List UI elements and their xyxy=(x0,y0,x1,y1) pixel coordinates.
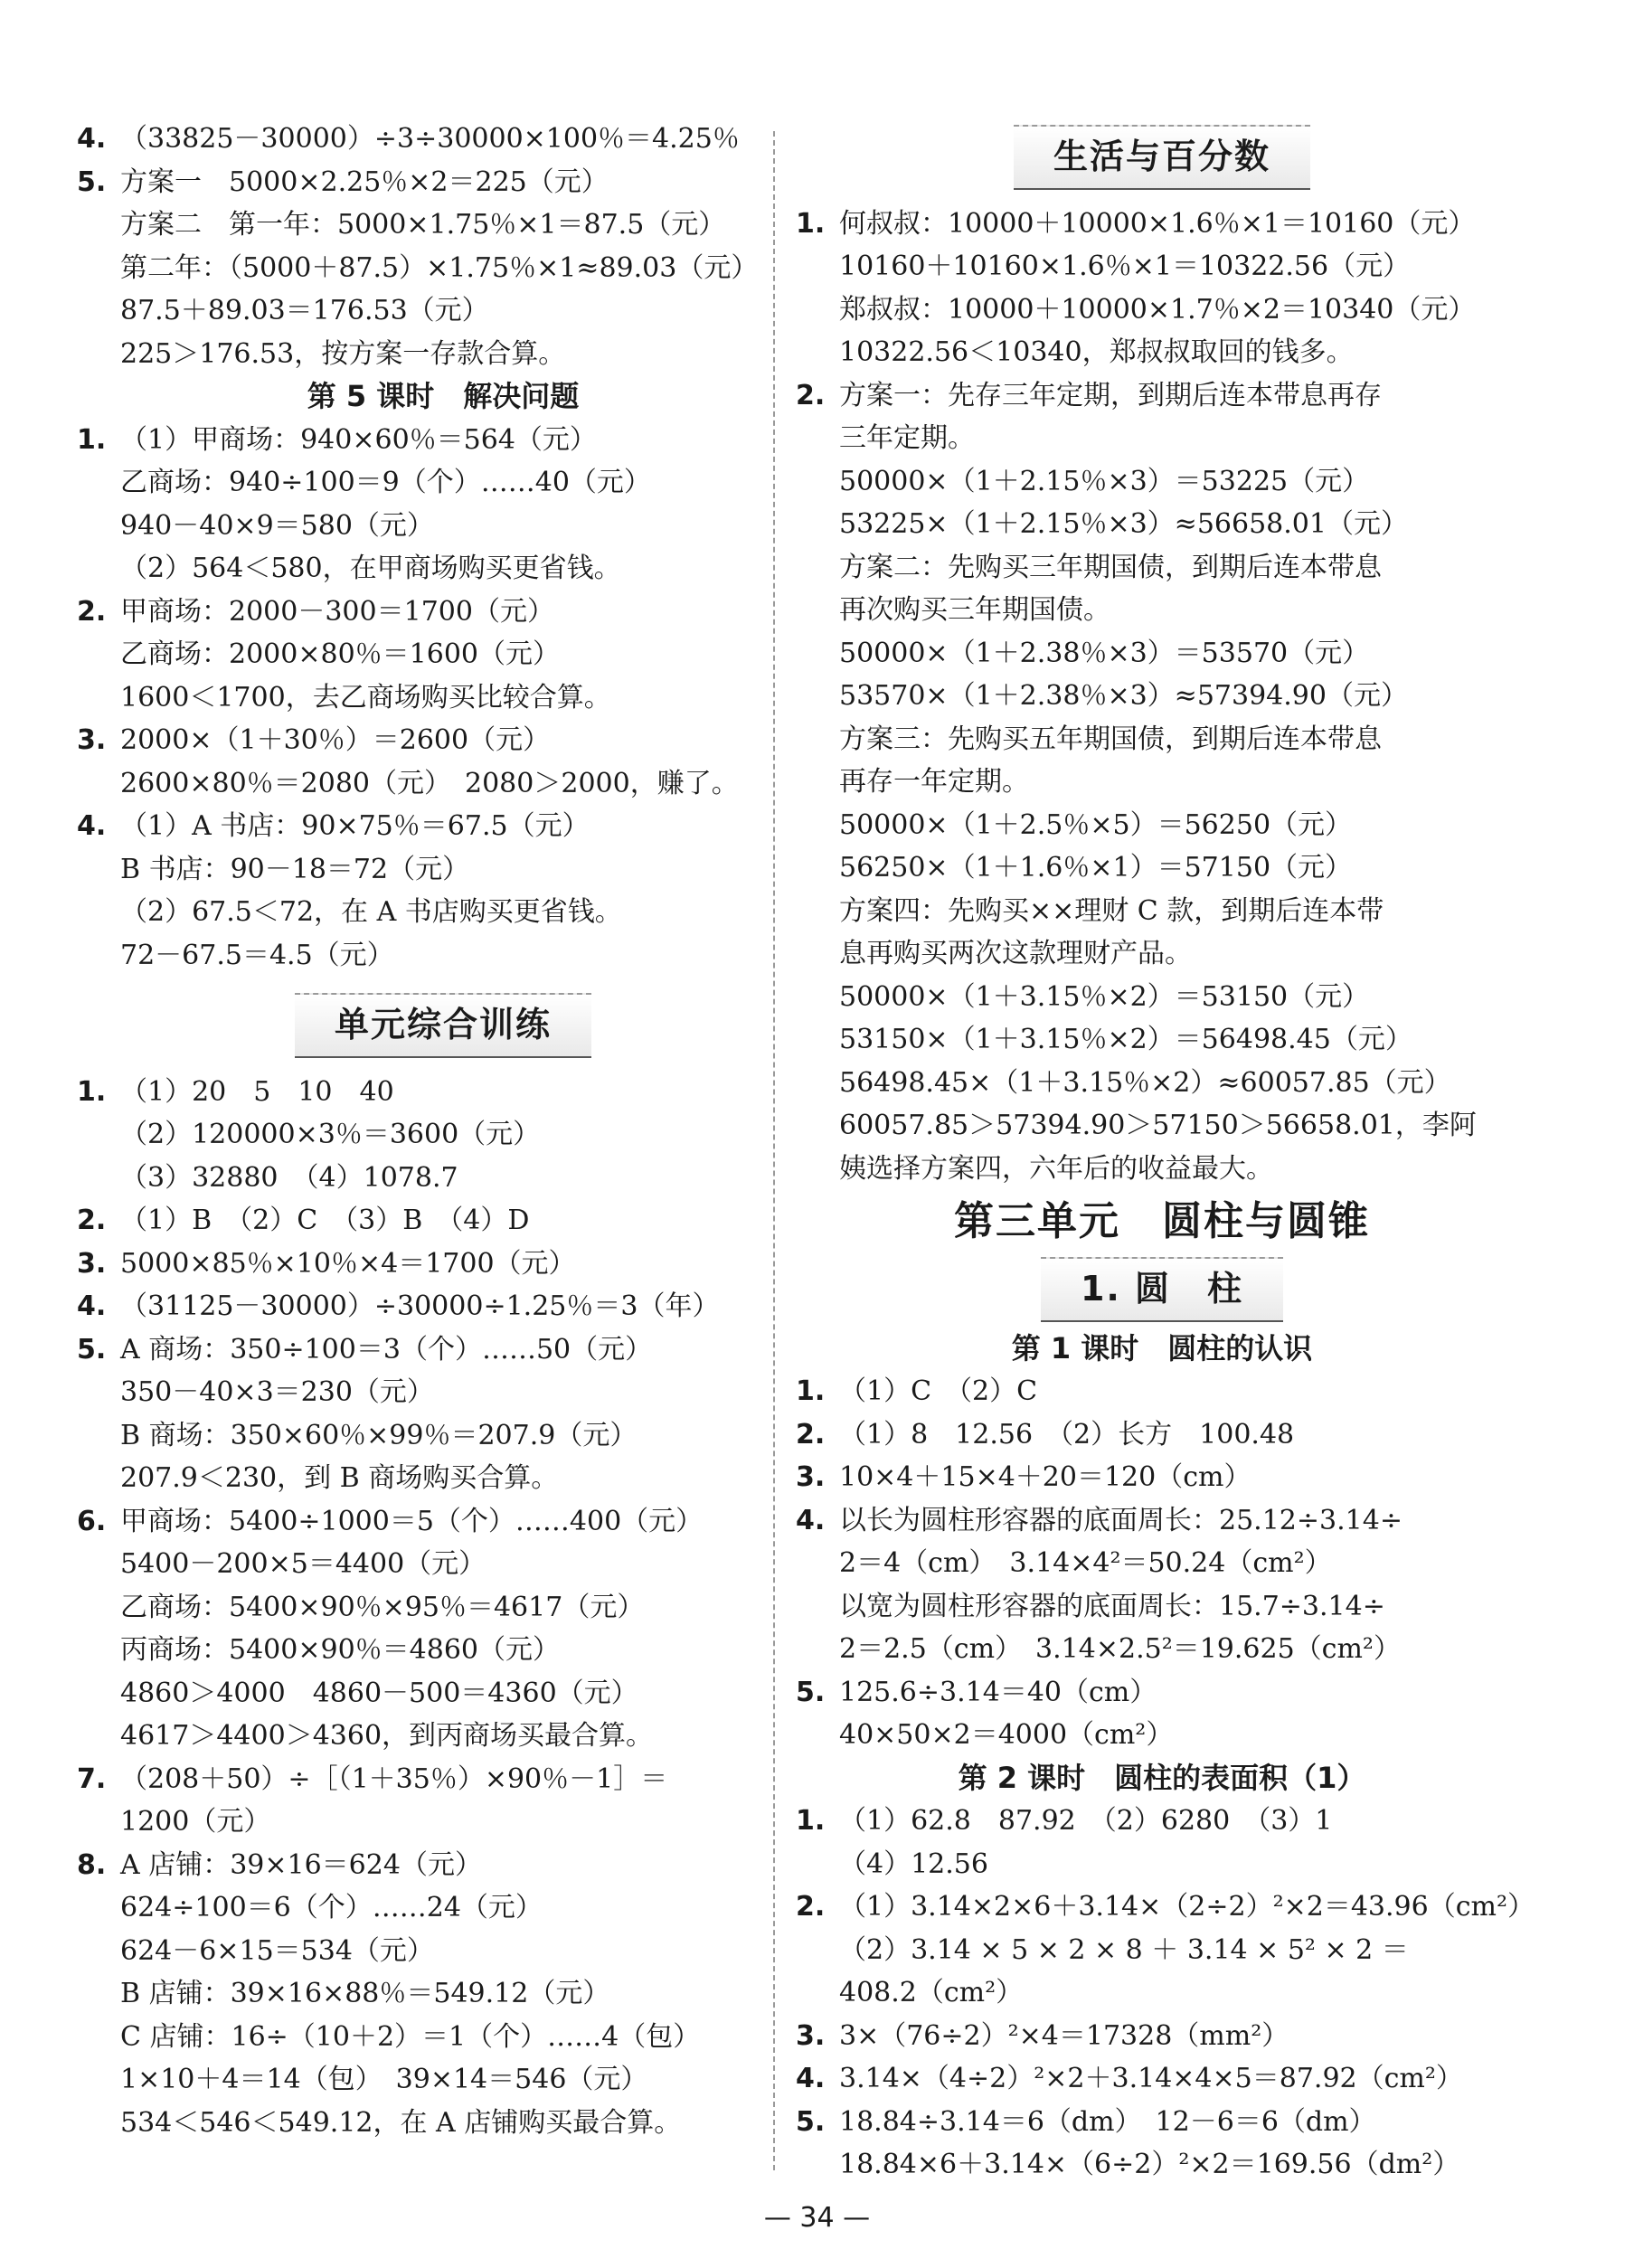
answer-line xyxy=(77,461,809,505)
answer-text: （4）12.56 xyxy=(839,1847,988,1880)
answer-text: 1600＜1700，去乙商场购买比较合算。 xyxy=(120,681,611,713)
answer-text: （1）62.8 87.92 （2）6280 （3）1 xyxy=(839,1805,1333,1837)
answer-text: 4860＞4000 4860－500＝4360（元） xyxy=(120,1677,638,1709)
answer-text: 以长为圆柱形容器的底面周长：25.12÷3.14÷ xyxy=(839,1504,1403,1536)
answer-line xyxy=(796,1714,1528,1757)
answer-line xyxy=(796,718,1528,761)
answer-text: 350－40×3＝230（元） xyxy=(120,1376,434,1408)
answer-line xyxy=(77,289,809,333)
answer-line-numbered xyxy=(77,161,809,204)
answer-line xyxy=(796,632,1528,676)
answer-line-numbered xyxy=(796,1800,1528,1843)
answer-text: 3.14×（4÷2）²×2＋3.14×4×5＝87.92（cm²） xyxy=(839,2063,1463,2094)
answer-line xyxy=(796,331,1528,374)
answer-line xyxy=(796,2143,1528,2187)
answer-text: （1）8 12.56 （2）长方 100.48 xyxy=(839,1418,1295,1451)
answer-line xyxy=(77,1371,809,1414)
answer-text: （31125－30000）÷30000÷1.25％＝3（年） xyxy=(120,1290,720,1322)
question-number: 1. xyxy=(77,423,107,456)
answer-line xyxy=(77,934,809,978)
review-heading: 单元综合训练 xyxy=(295,993,591,1058)
question-number: 2. xyxy=(77,595,107,628)
answer-text: （1）20 5 10 40 xyxy=(120,1075,394,1108)
answer-line xyxy=(796,1585,1528,1629)
question-number: 4. xyxy=(77,123,107,155)
answer-text: 方案三：先购买五年期国债，到期后连本带息 xyxy=(839,723,1382,755)
answer-line-numbered xyxy=(796,2015,1528,2058)
answer-text: 姨选择方案四，六年后的收益最大。 xyxy=(839,1152,1273,1185)
answer-text: 方案一 5000×2.25％×2＝225（元） xyxy=(120,165,609,198)
question-number: 4. xyxy=(796,2063,826,2094)
answer-line-numbered xyxy=(77,591,809,634)
answer-line xyxy=(796,288,1528,332)
answer-line xyxy=(77,247,809,290)
life-heading-wrap xyxy=(796,125,1528,190)
answer-line-numbered xyxy=(796,374,1528,418)
answer-text: （1）3.14×2×6＋3.14×（2÷2）²×2＝43.96（cm²） xyxy=(839,1891,1535,1923)
answer-line xyxy=(77,1672,809,1715)
answer-line xyxy=(77,891,809,934)
page-number: — 34 — xyxy=(763,2202,871,2234)
answer-line xyxy=(77,1715,809,1758)
answer-line xyxy=(77,547,809,591)
answer-line xyxy=(796,417,1528,460)
answer-line xyxy=(796,460,1528,504)
answer-line-numbered xyxy=(77,118,809,161)
question-number: 7. xyxy=(77,1762,107,1795)
answer-text: 624÷100＝6（个）……24（元） xyxy=(120,1892,543,1923)
answer-text: B 书店：90－18＝72（元） xyxy=(120,853,470,885)
answer-text: 940－40×9＝580（元） xyxy=(120,509,434,542)
right-column xyxy=(796,125,1535,2187)
answer-line xyxy=(796,1628,1528,1671)
answer-line xyxy=(77,1930,809,1973)
lesson-2-answers xyxy=(796,1800,1535,2187)
answer-line xyxy=(796,546,1528,590)
answer-text: 50000×（1＋2.38％×3）＝53570（元） xyxy=(839,637,1370,669)
answer-line xyxy=(77,333,809,376)
answer-line-numbered xyxy=(796,1671,1528,1715)
answer-text: 125.6÷3.14＝40（cm） xyxy=(839,1676,1157,1708)
answer-text: 方案四：先购买××理财 C 款，到期后连本带 xyxy=(839,894,1384,927)
answer-text: 郑叔叔：10000＋10000×1.7％×2＝10340（元） xyxy=(839,293,1476,326)
answer-line xyxy=(796,675,1528,718)
answer-line xyxy=(796,761,1528,804)
question-number: 4. xyxy=(796,1504,826,1536)
answer-text: 87.5＋89.03＝176.53（元） xyxy=(120,295,489,326)
answer-line xyxy=(796,1542,1528,1585)
question-number: 1. xyxy=(77,1075,107,1108)
life-answers xyxy=(796,203,1528,1191)
answer-line xyxy=(796,1971,1528,2015)
answer-text: 2＝4（cm） 3.14×4²＝50.24（cm²） xyxy=(839,1547,1332,1579)
answer-line-numbered xyxy=(796,1456,1528,1499)
answer-text: C 店铺：16÷（10＋2）＝1（个）……4（包） xyxy=(120,2020,701,2053)
answer-line xyxy=(77,203,809,247)
answer-line-numbered xyxy=(77,1844,809,1887)
section-heading-wrap xyxy=(796,1257,1528,1322)
answer-line xyxy=(77,2058,809,2102)
question-number: 5. xyxy=(796,2105,826,2138)
answer-text: 5000×85％×10％×4＝1700（元） xyxy=(120,1247,576,1280)
answer-text: 50000×（1＋2.5％×5）＝56250（元） xyxy=(839,808,1353,841)
answer-line xyxy=(77,762,809,806)
answer-text: （2）564＜580，在甲商场购买更省钱。 xyxy=(120,553,621,584)
answer-text: A 店铺：39×16＝624（元） xyxy=(120,1848,482,1881)
answer-text: 2600×80％＝2080（元） 2080＞2000，赚了。 xyxy=(120,767,739,799)
answer-line xyxy=(796,1148,1528,1191)
answer-line xyxy=(77,1414,809,1458)
answer-text: 再次购买三年期国债。 xyxy=(839,594,1110,626)
question-number: 6. xyxy=(77,1505,107,1537)
answer-text: B 商场：350×60％×99％＝207.9（元） xyxy=(120,1419,638,1451)
lesson-2-title: 第 2 课时 圆柱的表面积（1） xyxy=(958,1760,1366,1795)
left-column xyxy=(77,118,809,2144)
lesson-1-answers xyxy=(796,1370,1528,1757)
answer-line-numbered xyxy=(796,1413,1528,1457)
answer-text: 624－6×15＝534（元） xyxy=(120,1934,434,1967)
unit-title: 第三单元 圆柱与圆锥 xyxy=(954,1198,1370,1244)
answer-line-numbered xyxy=(77,805,809,848)
answer-text: 乙商场：2000×80％＝1600（元） xyxy=(120,638,561,670)
answer-text: 2＝2.5（cm） 3.14×2.5²＝19.625（cm²） xyxy=(839,1633,1401,1665)
answer-text: 225＞176.53，按方案一存款合算。 xyxy=(120,337,566,370)
answer-text: 10160＋10160×1.6％×1＝10322.56（元） xyxy=(839,250,1411,282)
answer-line xyxy=(77,1113,809,1157)
answer-line-numbered xyxy=(796,1885,1535,1929)
answer-line xyxy=(796,503,1528,546)
answer-line xyxy=(77,676,809,720)
answer-text: （1）A 书店：90×75％＝67.5（元） xyxy=(120,810,590,842)
answer-text: 56250×（1＋1.6％×1）＝57150（元） xyxy=(839,852,1353,884)
answer-text: 53150×（1＋3.15％×2）＝56498.45（元） xyxy=(839,1024,1412,1055)
answer-line xyxy=(796,976,1528,1019)
answer-line xyxy=(796,804,1528,847)
question-number: 1. xyxy=(796,1805,826,1837)
answer-line-numbered xyxy=(77,1500,809,1544)
answer-text: 5400－200×5＝4400（元） xyxy=(120,1548,486,1580)
answer-text: （2）120000×3％＝3600（元） xyxy=(120,1119,541,1150)
answer-line xyxy=(796,245,1528,288)
answers-previous-lesson xyxy=(77,118,809,375)
answer-line xyxy=(77,2016,809,2059)
answer-line-numbered xyxy=(796,2057,1528,2101)
answer-line xyxy=(77,1586,809,1630)
answer-line-numbered xyxy=(77,1199,809,1243)
answer-line xyxy=(77,505,809,548)
question-number: 8. xyxy=(77,1848,107,1881)
answer-line xyxy=(77,1543,809,1586)
review-heading-wrap xyxy=(77,993,809,1058)
question-number: 3. xyxy=(77,724,107,756)
answer-text: 40×50×2＝4000（cm²） xyxy=(839,1719,1174,1751)
answer-line-numbered xyxy=(77,719,809,762)
question-number: 2. xyxy=(796,1891,826,1923)
question-number: 5. xyxy=(77,1333,107,1366)
answer-text: B 店铺：39×16×88％＝549.12（元） xyxy=(120,1978,610,2009)
answer-text: 3×（76÷2）²×4＝17328（mm²） xyxy=(839,2019,1289,2052)
question-number: 4. xyxy=(77,1290,107,1322)
answer-text: 方案二 第一年：5000×1.75％×1＝87.5（元） xyxy=(120,209,726,241)
answer-text: 三年定期。 xyxy=(839,422,975,454)
question-number: 1. xyxy=(796,1375,826,1407)
answer-text: （208＋50）÷［（1＋35％）×90％－1］＝ xyxy=(120,1762,668,1795)
answer-text: 18.84÷3.14＝6（dm） 12－6＝6（dm） xyxy=(839,2105,1376,2138)
answer-text: 方案二：先购买三年期国债，到期后连本带息 xyxy=(839,551,1382,583)
answer-line-numbered xyxy=(796,203,1528,246)
answer-line-numbered xyxy=(77,1243,809,1286)
question-number: 5. xyxy=(77,165,107,198)
answer-text: 丙商场：5400×90％＝4860（元） xyxy=(120,1634,561,1666)
lesson-5-title: 第 5 课时 解决问题 xyxy=(307,379,580,413)
answer-line xyxy=(796,1062,1528,1105)
answer-line xyxy=(796,890,1528,933)
answer-text: 60057.85＞57394.90＞57150＞56658.01，李阿 xyxy=(839,1110,1477,1141)
answer-text: 以宽为圆柱形容器的底面周长：15.7÷3.14÷ xyxy=(839,1590,1385,1622)
answer-text: 72－67.5＝4.5（元） xyxy=(120,939,394,971)
question-number: 4. xyxy=(77,810,107,842)
answer-text: 息再购买两次这款理财产品。 xyxy=(839,938,1192,969)
answer-line-numbered xyxy=(77,1285,809,1328)
life-heading: 生活与百分数 xyxy=(1014,125,1310,190)
answer-line-numbered xyxy=(77,1758,809,1801)
answer-text: 53225×（1＋2.15％×3）≈56658.01（元） xyxy=(839,508,1408,540)
answer-text: 207.9＜230，到 B 商场购买合算。 xyxy=(120,1462,559,1494)
answer-text: （33825－30000）÷3÷30000×100％＝4.25％ xyxy=(120,123,740,155)
answer-text: 53570×（1＋2.38％×3）≈57394.90（元） xyxy=(839,680,1408,712)
answer-text: （1）B （2）C （3）B （4）D xyxy=(120,1205,530,1236)
answer-line xyxy=(77,1629,809,1672)
answer-line xyxy=(77,633,809,676)
answer-text: 1200（元） xyxy=(120,1806,271,1838)
answer-line xyxy=(77,2102,809,2145)
lesson-1-title: 第 1 课时 圆柱的认识 xyxy=(1011,1330,1313,1366)
answer-text: 50000×（1＋2.15％×3）＝53225（元） xyxy=(839,465,1370,497)
answer-text: A 商场：350÷100＝3（个）……50（元） xyxy=(120,1333,653,1366)
column-divider xyxy=(773,131,775,2170)
answer-text: 乙商场：5400×90％×95％＝4617（元） xyxy=(120,1591,645,1623)
answer-line xyxy=(796,1843,1528,1886)
answer-line xyxy=(77,848,809,892)
answer-line xyxy=(796,1104,1528,1148)
question-number: 3. xyxy=(77,1247,107,1280)
answer-line-numbered xyxy=(77,419,809,462)
answer-text: （1）甲商场：940×60％＝564（元） xyxy=(120,423,597,456)
answer-line-numbered xyxy=(796,2101,1528,2144)
answer-text: 534＜546＜549.12，在 A 店铺购买最合算。 xyxy=(120,2106,682,2139)
answer-text: （1）C （2）C xyxy=(839,1375,1038,1407)
answer-text: 方案一：先存三年定期，到期后连本带息再存 xyxy=(839,379,1382,411)
answer-text: （2）67.5＜72，在 A 书店购买更省钱。 xyxy=(120,896,622,928)
answer-line xyxy=(77,1157,809,1200)
answer-text: 10322.56＜10340，郑叔叔取回的钱多。 xyxy=(839,336,1354,368)
question-number: 1. xyxy=(796,207,826,240)
answer-text: 甲商场：2000－300＝1700（元） xyxy=(120,595,554,628)
answer-text: 408.2（cm²） xyxy=(839,1977,1024,2008)
answer-text: 56498.45×（1＋3.15％×2）≈60057.85（元） xyxy=(839,1066,1451,1099)
question-number: 3. xyxy=(796,2019,826,2052)
answer-text: 10×4＋15×4＋20＝120（cm） xyxy=(839,1461,1251,1493)
answer-text: （2）3.14 × 5 × 2 × 8 ＋ 3.14 × 5² × 2 ＝ xyxy=(839,1933,1409,1966)
answer-line xyxy=(77,1457,809,1500)
answer-text: （3）32880 （4）1078.7 xyxy=(120,1161,458,1194)
answer-line-numbered xyxy=(796,1499,1528,1543)
answer-text: 再存一年定期。 xyxy=(839,766,1029,798)
answer-line xyxy=(796,1018,1528,1062)
question-number: 2. xyxy=(796,379,826,411)
answer-text: 18.84×6＋3.14×（6÷2）²×2＝169.56（dm²） xyxy=(839,2149,1460,2180)
answer-text: 4617＞4400＞4360，到丙商场买最合算。 xyxy=(120,1720,654,1752)
answer-line xyxy=(796,1929,1528,1972)
answer-line xyxy=(77,1972,809,2016)
answer-line-numbered xyxy=(77,1071,809,1114)
answer-line-numbered xyxy=(77,1328,809,1372)
answer-text: 甲商场：5400÷1000＝5（个）……400（元） xyxy=(120,1505,704,1537)
lesson-5-answers xyxy=(77,419,809,978)
answer-line xyxy=(77,1800,809,1844)
answer-text: 第二年：（5000＋87.5）×1.75％×1≈89.03（元） xyxy=(120,251,759,284)
answer-line xyxy=(77,1886,809,1930)
answer-text: 何叔叔：10000＋10000×1.6％×1＝10160（元） xyxy=(839,207,1476,240)
answer-line xyxy=(796,589,1528,632)
answer-text: 2000×（1＋30％）＝2600（元） xyxy=(120,724,551,756)
question-number: 5. xyxy=(796,1676,826,1708)
answer-text: 1×10＋4＝14（包） 39×14＝546（元） xyxy=(120,2064,648,2095)
answer-line xyxy=(796,846,1528,890)
question-number: 2. xyxy=(796,1418,826,1451)
answer-text: 50000×（1＋3.15％×2）＝53150（元） xyxy=(839,980,1370,1013)
question-number: 3. xyxy=(796,1461,826,1493)
question-number: 2. xyxy=(77,1205,107,1236)
answer-text: 乙商场：940÷100＝9（个）……40（元） xyxy=(120,467,651,498)
answer-line-numbered xyxy=(796,1370,1528,1413)
section-heading: 1. 圆 柱 xyxy=(1041,1257,1283,1322)
review-answers xyxy=(77,1071,809,2145)
answer-line xyxy=(796,932,1528,976)
